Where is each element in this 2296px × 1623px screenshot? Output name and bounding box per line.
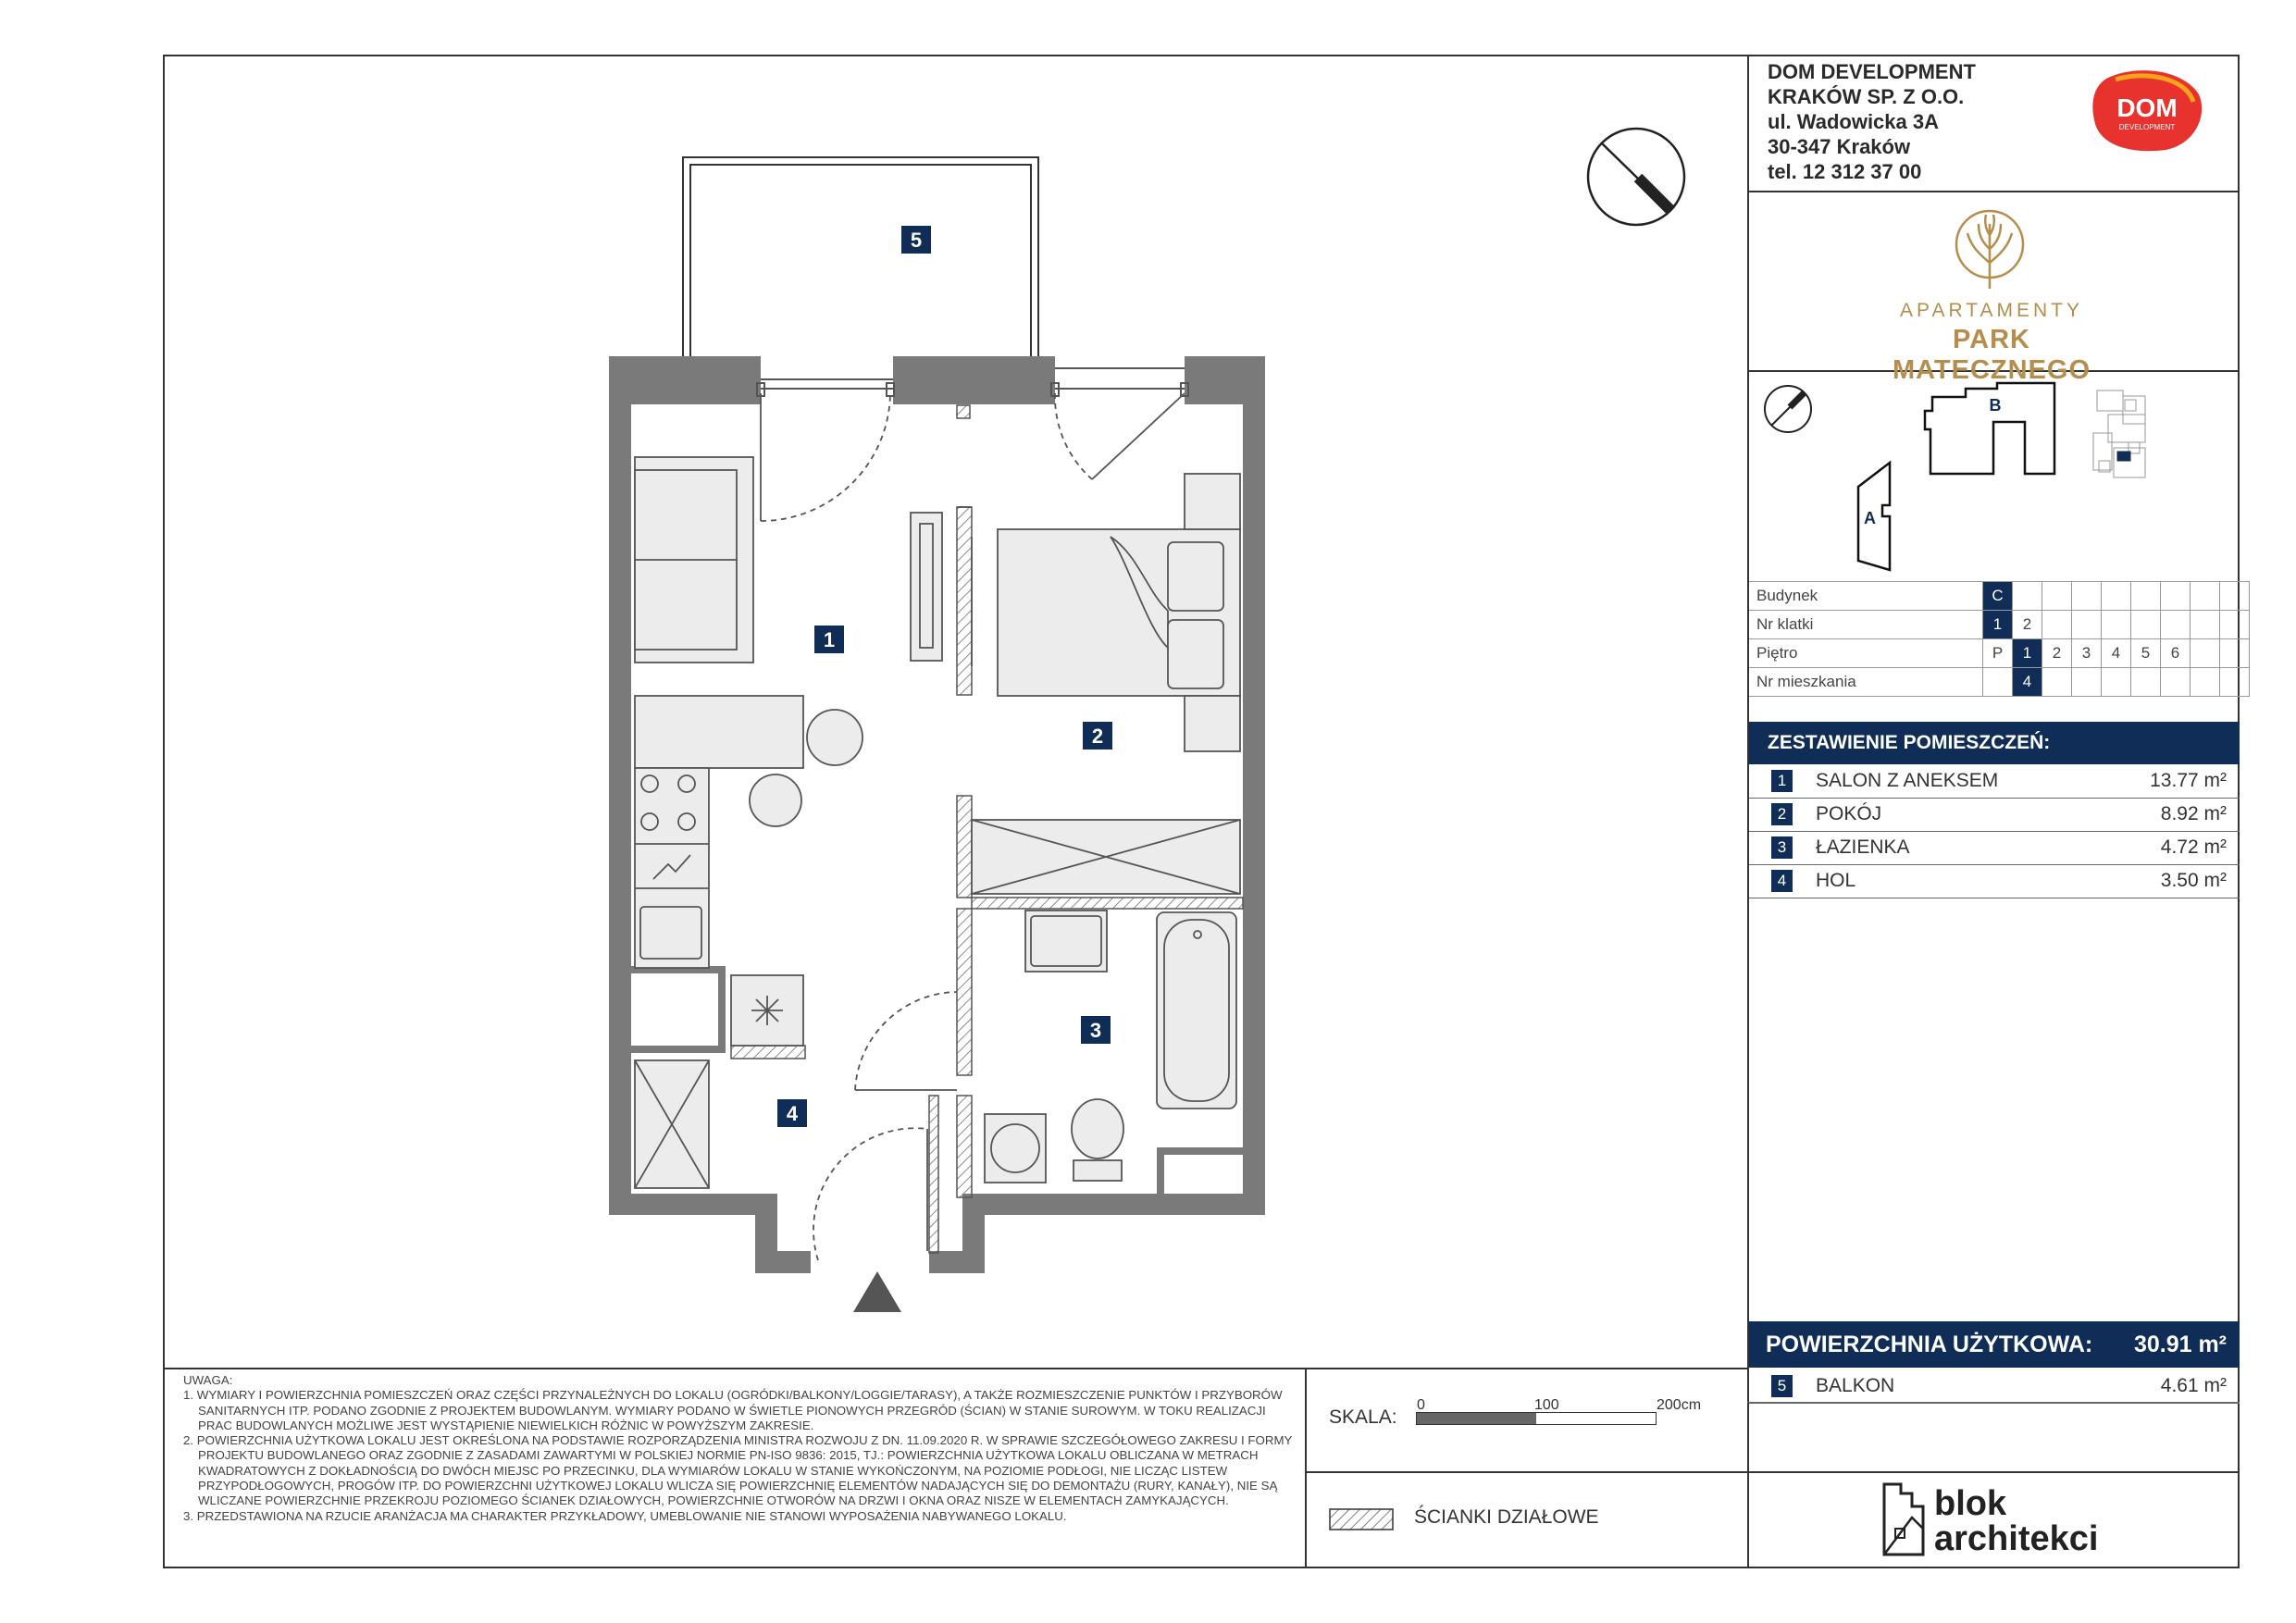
room-label-5: [901, 226, 931, 254]
notes-title: UWAGA:: [183, 1373, 233, 1387]
location-cell: [2102, 582, 2131, 611]
entrance-arrow-icon: [853, 1271, 901, 1312]
estate-name-line2: PARK MATECZNEGO: [1892, 325, 2091, 385]
location-cell: 1: [1983, 611, 2013, 639]
room-label-3: [1081, 1016, 1111, 1044]
keyplan-north-icon: [1765, 386, 1811, 432]
room-number: 4: [1771, 870, 1793, 892]
architect-line1: blok: [1934, 1484, 2007, 1523]
location-cell: [2191, 639, 2220, 668]
scale-tick-0: 0: [1417, 1397, 1425, 1413]
location-cell: C: [1983, 582, 2013, 611]
dom-development-logo: [2090, 68, 2204, 152]
park-tree-logo: [1951, 207, 2029, 291]
room-label-2: [1083, 722, 1112, 750]
location-cell: 4: [2013, 668, 2042, 697]
svg-text:2: 2: [1091, 725, 1104, 748]
location-cell: [2042, 668, 2072, 697]
room-label-4: [777, 1099, 807, 1127]
company-phone: tel. 12 312 37 00: [1768, 160, 1922, 183]
location-cell: [2220, 668, 2250, 697]
note-3: 3. PRZEDSTAWIONA NA RZUCIE ARANŻACJA MA CHARAKTER PRZYKŁADOWY, UMEBLOWANIE NIE STANOWI WYPOSAŻENIA NABYWANEGO LOKALU.: [183, 1508, 1067, 1523]
location-cell: P: [1983, 639, 2013, 668]
location-row: [1749, 668, 2250, 697]
tb-line-3: [1747, 1471, 2240, 1473]
location-cell: [2191, 582, 2220, 611]
note-1: 1. WYMIARY I POWIERZCHNIA POMIESZCZEŃ ORAZ CZĘŚCI PRZYNALEŻNYCH DO LOKALU (OGRÓDKI/BALKONY/LOGGIE/TARASY), A TAKŻE ROZMIESZCZENIE PUNKTÓW I PRZYBORÓW SANITARNYCH ITP. PODANO ZGODNIE Z PROJEKTEM BUDOWLANYM. WYMIARY PODANO W ŚWIETLE PIONOWYCH PRZEGRÓD (ŚCIAN) W STANIE SUROWYM. W TOKU REALIZACJI PRAC BUDOWLANYCH MOŻLIWE JEST WYSTĄPIENIE NIEWIELKICH RÓŻNIC W POWYŻSZYM ZAKRESIE.: [183, 1388, 1283, 1432]
dom-logo-sub: DEVELOPMENT: [2118, 123, 2176, 131]
scale-bar-fill: [1417, 1413, 1536, 1424]
company-name-2: KRAKÓW SP. Z O.O.: [1768, 85, 1965, 108]
notes-scale-divider: [1305, 1368, 1307, 1567]
company-name-1: DOM DEVELOPMENT: [1768, 60, 1976, 83]
location-cell: 6: [2161, 639, 2191, 668]
location-cell: [2131, 611, 2161, 639]
scale-tick-100: 100: [1534, 1397, 1559, 1413]
location-row-label: Nr klatki: [1749, 611, 1983, 639]
location-row: [1749, 639, 2250, 668]
scale-legend-divider: [1305, 1471, 1749, 1473]
room-row: [1749, 798, 2240, 832]
location-cell: 2: [2042, 639, 2072, 668]
location-cell: [2161, 582, 2191, 611]
building-a-label: A: [1864, 509, 1876, 527]
building-b-label: B: [1989, 396, 2002, 415]
balcony-area: 4.61 m²: [2160, 1375, 2227, 1396]
location-cell: [2220, 611, 2250, 639]
location-cell: [2220, 639, 2250, 668]
location-cell: [2161, 668, 2191, 697]
blok-architekci-icon: [1877, 1481, 1930, 1558]
room-row: [1749, 864, 2240, 898]
balcony-name: BALKON: [1816, 1375, 1895, 1396]
architect-line2: architekci: [1934, 1519, 2099, 1558]
svg-text:1: 1: [823, 628, 836, 651]
location-row: [1749, 611, 2250, 639]
floor-keyplan: [2093, 390, 2145, 477]
floor-plan: [163, 55, 1747, 1369]
location-cell: [2042, 611, 2072, 639]
location-cell: [2072, 611, 2102, 639]
room-area: 8.92 m²: [2160, 803, 2227, 824]
location-cell: [2042, 582, 2072, 611]
location-row-label: Piętro: [1749, 639, 1983, 668]
room-name: HOL: [1816, 870, 1856, 891]
tb-line-1: [1747, 191, 2240, 192]
dom-logo-word: DOM: [2116, 93, 2178, 122]
room-label-1: [814, 626, 844, 653]
room-name: SALON Z ANEKSEM: [1816, 770, 1999, 791]
total-area-bar: [1749, 1321, 2240, 1368]
room-name: POKÓJ: [1816, 803, 1882, 824]
location-cell: [2102, 611, 2131, 639]
estate-name-line1: APARTAMENTY: [1899, 300, 2084, 321]
scale-tick-200: 200cm: [1657, 1397, 1702, 1413]
svg-text:5: 5: [910, 229, 923, 252]
partition-wall-swatch: [1329, 1508, 1394, 1530]
north-arrow-icon: [1588, 129, 1684, 225]
location-cell: [2072, 668, 2102, 697]
svg-text:4: 4: [786, 1102, 799, 1125]
room-row: [1749, 764, 2240, 799]
location-table: [1749, 581, 2250, 697]
company-street: ul. Wadowicka 3A: [1768, 110, 1940, 133]
room-number: 1: [1771, 770, 1793, 792]
location-cell: [2191, 611, 2220, 639]
location-cell: [2013, 582, 2042, 611]
location-cell: 1: [2013, 639, 2042, 668]
room-number: 3: [1771, 836, 1793, 859]
location-cell: [2131, 582, 2161, 611]
architect-name: [1934, 1486, 2098, 1556]
location-cell: [1983, 668, 2013, 697]
location-cell: 2: [2013, 611, 2042, 639]
location-row-label: Nr mieszkania: [1749, 668, 1983, 697]
location-cell: [2102, 668, 2131, 697]
balcony-number: 5: [1771, 1375, 1793, 1397]
location-cell: 4: [2102, 639, 2131, 668]
bathroom-fixtures: [985, 911, 1236, 1183]
notes-block: [183, 1373, 1303, 1524]
bedroom-closet: [972, 820, 1240, 894]
location-cell: [2191, 668, 2220, 697]
location-cell: [2220, 582, 2250, 611]
location-row-label: Budynek: [1749, 582, 1983, 611]
sofa: [635, 457, 753, 663]
room-area: 3.50 m²: [2160, 870, 2227, 891]
scale-bar: [1416, 1412, 1657, 1425]
balcony: [683, 157, 1038, 356]
location-cell: [2161, 611, 2191, 639]
scale-label: SKALA:: [1329, 1406, 1397, 1428]
location-cell: 5: [2131, 639, 2161, 668]
room-row: [1749, 831, 2240, 865]
interior-doors: [813, 507, 972, 1260]
vent-duct: [957, 405, 970, 418]
location-row: [1749, 582, 2250, 611]
note-2: 2. POWIERZCHNIA UŻYTKOWA LOKALU JEST OKREŚLONA NA PODSTAWIE ROZPORZĄDZENIA MINISTRA ROZWOJU Z DN. 11.09.2020 R. W SPRAWIE SZCZEGÓŁOWEGO ZAKRESU I FORMY PROJEKTU BUDOWLANEGO ORAZ ZGODNIE Z ZASADAMI ZAWARTYMI W POLSKIEJ NORMIE PN-ISO 9836: 2015, TJ.: POWIERZCHNIA UŻYTKOWA LOKALU OBLICZANA W METRACH KWADRATOWYCH Z DOKŁADNOŚCIĄ DO DWÓCH MIEJSC PO PRZECINKU, DLA WYMIARÓW LOKALU W STANIE WYKOŃCZONYM, NA POZIOMIE PODŁOGI, NIE LICZĄC LISTEW PRZYPODŁOGOWYCH, PROGÓW ITP. DO POWIERZCHNI UŻYTKOWEJ LOKALU WLICZA SIĘ POWIERZCHNIĘ ELEMENTÓW NADAJĄCYCH SIĘ DO DEMONTAŻU (RURY, KANAŁY), NIE SĄ WLICZANE POWIERZCHNIE PRZEKROJU POZIOMEGO ŚCIANEK DZIAŁOWYCH, POWIERZCHNIE OTWORÓW NA DRZWI I OKNA ORAZ NISZE W ELEMENTACH ZAMYKAJĄCYCH.: [183, 1433, 1293, 1508]
key-plan: [1758, 378, 2234, 576]
location-cell: [2131, 668, 2161, 697]
room-area: 13.77 m²: [2150, 770, 2227, 791]
company-city: 30-347 Kraków: [1768, 135, 1911, 158]
company-address: [1768, 59, 1976, 184]
location-cell: [2072, 582, 2102, 611]
svg-text:3: 3: [1089, 1019, 1102, 1042]
room-area: 4.72 m²: [2160, 836, 2227, 858]
total-area-label: POWIERZCHNIA UŻYTKOWA:: [1766, 1332, 2093, 1357]
balcony-row: [1749, 1369, 2240, 1404]
location-cell: 3: [2072, 639, 2102, 668]
total-area-value: 30.91 m²: [2133, 1332, 2227, 1357]
balcony-door-swings: [761, 393, 1185, 521]
room-number: 2: [1771, 803, 1793, 825]
rooms-header: ZESTAWIENIE POMIESZCZEŃ:: [1749, 722, 2240, 764]
partition-wall-legend: ŚCIANKI DZIAŁOWE: [1414, 1506, 1599, 1528]
kitchen-counter: [635, 768, 709, 968]
room-name: ŁAZIENKA: [1816, 836, 1910, 858]
